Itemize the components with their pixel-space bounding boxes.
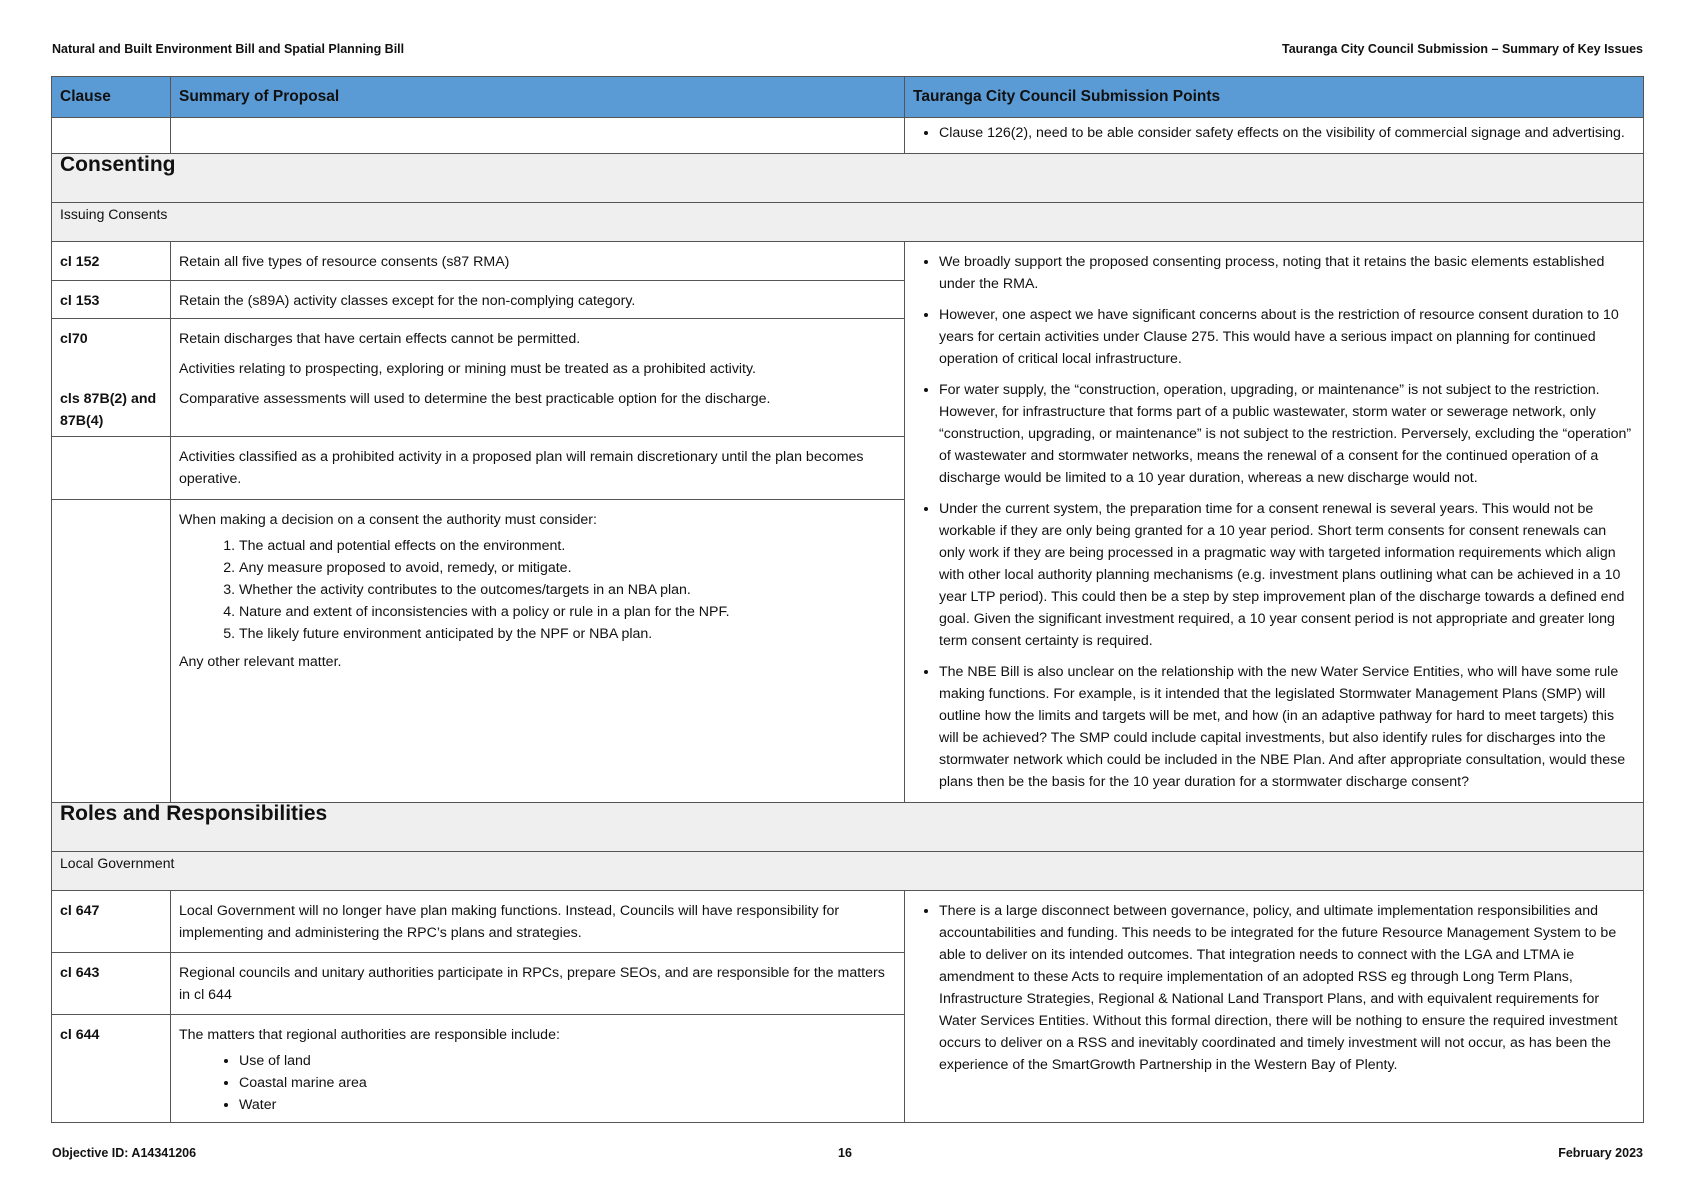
clause-cell: cl 152 bbox=[52, 242, 171, 281]
bullet-point: • However, one aspect we have significant concerns about is the restriction of resource consent duration to 10 years for certain activities under Clause 275. This would have a serious impact on planning for continued operation of critical local infrastructure. bbox=[939, 304, 1635, 370]
list-item: 1. The actual and potential effects on the environment. bbox=[239, 535, 896, 557]
bullet-point: • For water supply, the “construction, operation, upgrading, or maintenance” is not subject to the restriction. However, for infrastructure that forms part of a public wastewater, storm water or sewerage network, only “construction, upgrading, or maintenance” is not subject to the restriction. Perversely, excluding the “operation” of wastewater and stormwater networks, means the renewal of a consent for the continued operation of a discharge would be limited to a 10 year duration, whereas a new discharge would not. bbox=[939, 379, 1635, 489]
list-item: 5. The likely future environment anticipated by the NPF or NBA plan. bbox=[239, 623, 896, 645]
submission-points-roles bbox=[905, 891, 1644, 1123]
column-header-summary: Summary of Proposal bbox=[171, 77, 905, 118]
footer-date: February 2023 bbox=[1558, 1146, 1643, 1160]
subsection-row bbox=[52, 203, 1644, 242]
bullet-point: • There is a large disconnect between governance, policy, and ultimate implementation responsibilities and accountabilities and funding. This needs to be integrated for the future Resource Management System to be able to deliver on its intended outcomes. That integration needs to connect with the LGA and LTMA ie amendment to these Acts to require implementation of an adopted RSS eg through Long Term Plans, Infrastructure Strategies, Regional & National Land Transport Plans, and with equivalent requirements for Water Services Entities. Without this formal direction, there will be nothing to ensure the required investment occurs to deliver on a RSS and inevitably coordinated and timely investment will not occur, as has been the experience of the SmartGrowth Partnership in the Western Bay of Plenty. bbox=[939, 900, 1635, 1076]
section-row bbox=[52, 154, 1644, 203]
summary-cell bbox=[171, 319, 905, 437]
summary-line: Retain discharges that have certain effects cannot be permitted. bbox=[179, 331, 581, 348]
subsection-row bbox=[52, 852, 1644, 891]
empty-cell bbox=[171, 118, 905, 154]
submission-points-consenting bbox=[905, 242, 1644, 803]
clause-label: cl70 bbox=[60, 331, 88, 348]
footer-page-number: 16 bbox=[838, 1146, 852, 1160]
column-header-points: Tauranga City Council Submission Points bbox=[905, 77, 1644, 118]
clause-cell: cl 647 bbox=[52, 891, 171, 953]
clause-cell: cl 153 bbox=[52, 280, 171, 319]
clause-cell bbox=[52, 437, 171, 500]
table-row bbox=[52, 242, 1644, 281]
bullet-point: • Under the current system, the preparation time for a consent renewal is several years. This would not be workable if they are only being granted for a 10 year period. Short term consents for consent renewals can only work if they are being processed in a pragmatic way with targeted information requirements which align with other local authority planning mechanisms (e.g. investment plans outlining what can be achieved in a 10 year LTP period). This could then be a step by step improvement plan of the discharge towards a defined end goal. Given the significant investment required, a 10 year consent period is not appropriate and greater long term consent certainty is required. bbox=[939, 498, 1635, 652]
considerations-list bbox=[179, 535, 896, 645]
submission-table bbox=[51, 76, 1644, 1123]
column-header-clause: Clause bbox=[52, 77, 171, 118]
summary-cell: Local Government will no longer have plan making functions. Instead, Councils will have responsibility for implementing and administering the RPC’s plans and strategies. bbox=[171, 891, 905, 953]
list-item: • Coastal marine area bbox=[239, 1072, 896, 1094]
clause-cell bbox=[52, 319, 171, 437]
table-row bbox=[52, 891, 1644, 953]
bullet-point: • The NBE Bill is also unclear on the relationship with the new Water Service Entities, who will have some rule making functions. For example, is it intended that the legislated Stormwater Management Plans (SMP) will outline how the limits and targets will be met, and how (in an adaptive pathway for hard to meet targets) this will be achieved? The SMP could include capital investments, but also identify rules for discharges into the stormwater network which could be included in the NBE Plan. And after appropriate consultation, would these plans then be the basis for the 10 year duration for a stormwater discharge consent? bbox=[939, 661, 1635, 793]
empty-cell bbox=[52, 118, 171, 154]
list-item: 4. Nature and extent of inconsistencies with a policy or rule in a plan for the NPF. bbox=[239, 601, 896, 623]
responsibilities-list bbox=[179, 1050, 896, 1116]
list-item: • Use of land bbox=[239, 1050, 896, 1072]
clause-cell: cl 643 bbox=[52, 953, 171, 1015]
summary-line: Comparative assessments will used to determine the best practicable option for the discharge. bbox=[179, 391, 771, 408]
table-header-row bbox=[52, 77, 1644, 118]
summary-intro: The matters that regional authorities are responsible include: bbox=[179, 1027, 560, 1043]
summary-cell: Regional councils and unitary authorities participate in RPCs, prepare SEOs, and are responsible for the matters in cl 644 bbox=[171, 953, 905, 1015]
summary-cell bbox=[171, 500, 905, 803]
running-header-right: Tauranga City Council Submission – Summary of Key Issues bbox=[1282, 42, 1643, 56]
carry-over-row bbox=[52, 118, 1644, 154]
clause-label: cls 87B(2) and 87B(4) bbox=[60, 391, 157, 430]
carry-over-points bbox=[905, 118, 1644, 154]
summary-cell: Activities classified as a prohibited activity in a proposed plan will remain discretionary until the plan becomes operative. bbox=[171, 437, 905, 500]
clause-cell bbox=[52, 500, 171, 803]
summary-cell bbox=[171, 1015, 905, 1123]
list-item: 2. Any measure proposed to avoid, remedy, or mitigate. bbox=[239, 557, 896, 579]
summary-intro: When making a decision on a consent the authority must consider: bbox=[179, 512, 597, 529]
summary-cell: Retain all five types of resource consents (s87 RMA) bbox=[171, 242, 905, 281]
section-title-roles: Roles and Responsibilities bbox=[52, 803, 1644, 852]
summary-outro: Any other relevant matter. bbox=[179, 654, 342, 671]
running-header-left: Natural and Built Environment Bill and Spatial Planning Bill bbox=[52, 42, 405, 56]
section-title-consenting: Consenting bbox=[52, 154, 1644, 203]
summary-line: Activities relating to prospecting, exploring or mining must be treated as a prohibited activity. bbox=[179, 361, 756, 378]
bullet-point: • Clause 126(2), need to be able consider safety effects on the visibility of commercial signage and advertising. bbox=[939, 122, 1635, 144]
subsection-title-local-government: Local Government bbox=[52, 852, 1644, 891]
clause-cell: cl 644 bbox=[52, 1015, 171, 1123]
subsection-title-issuing-consents: Issuing Consents bbox=[52, 203, 1644, 242]
footer-objective-id: Objective ID: A14341206 bbox=[52, 1146, 197, 1160]
bullet-point: • We broadly support the proposed consenting process, noting that it retains the basic elements established under the RMA. bbox=[939, 251, 1635, 295]
summary-cell: Retain the (s89A) activity classes except for the non-complying category. bbox=[171, 280, 905, 319]
section-row bbox=[52, 803, 1644, 852]
list-item: • Water bbox=[239, 1094, 896, 1116]
list-item: 3. Whether the activity contributes to the outcomes/targets in an NBA plan. bbox=[239, 579, 896, 601]
